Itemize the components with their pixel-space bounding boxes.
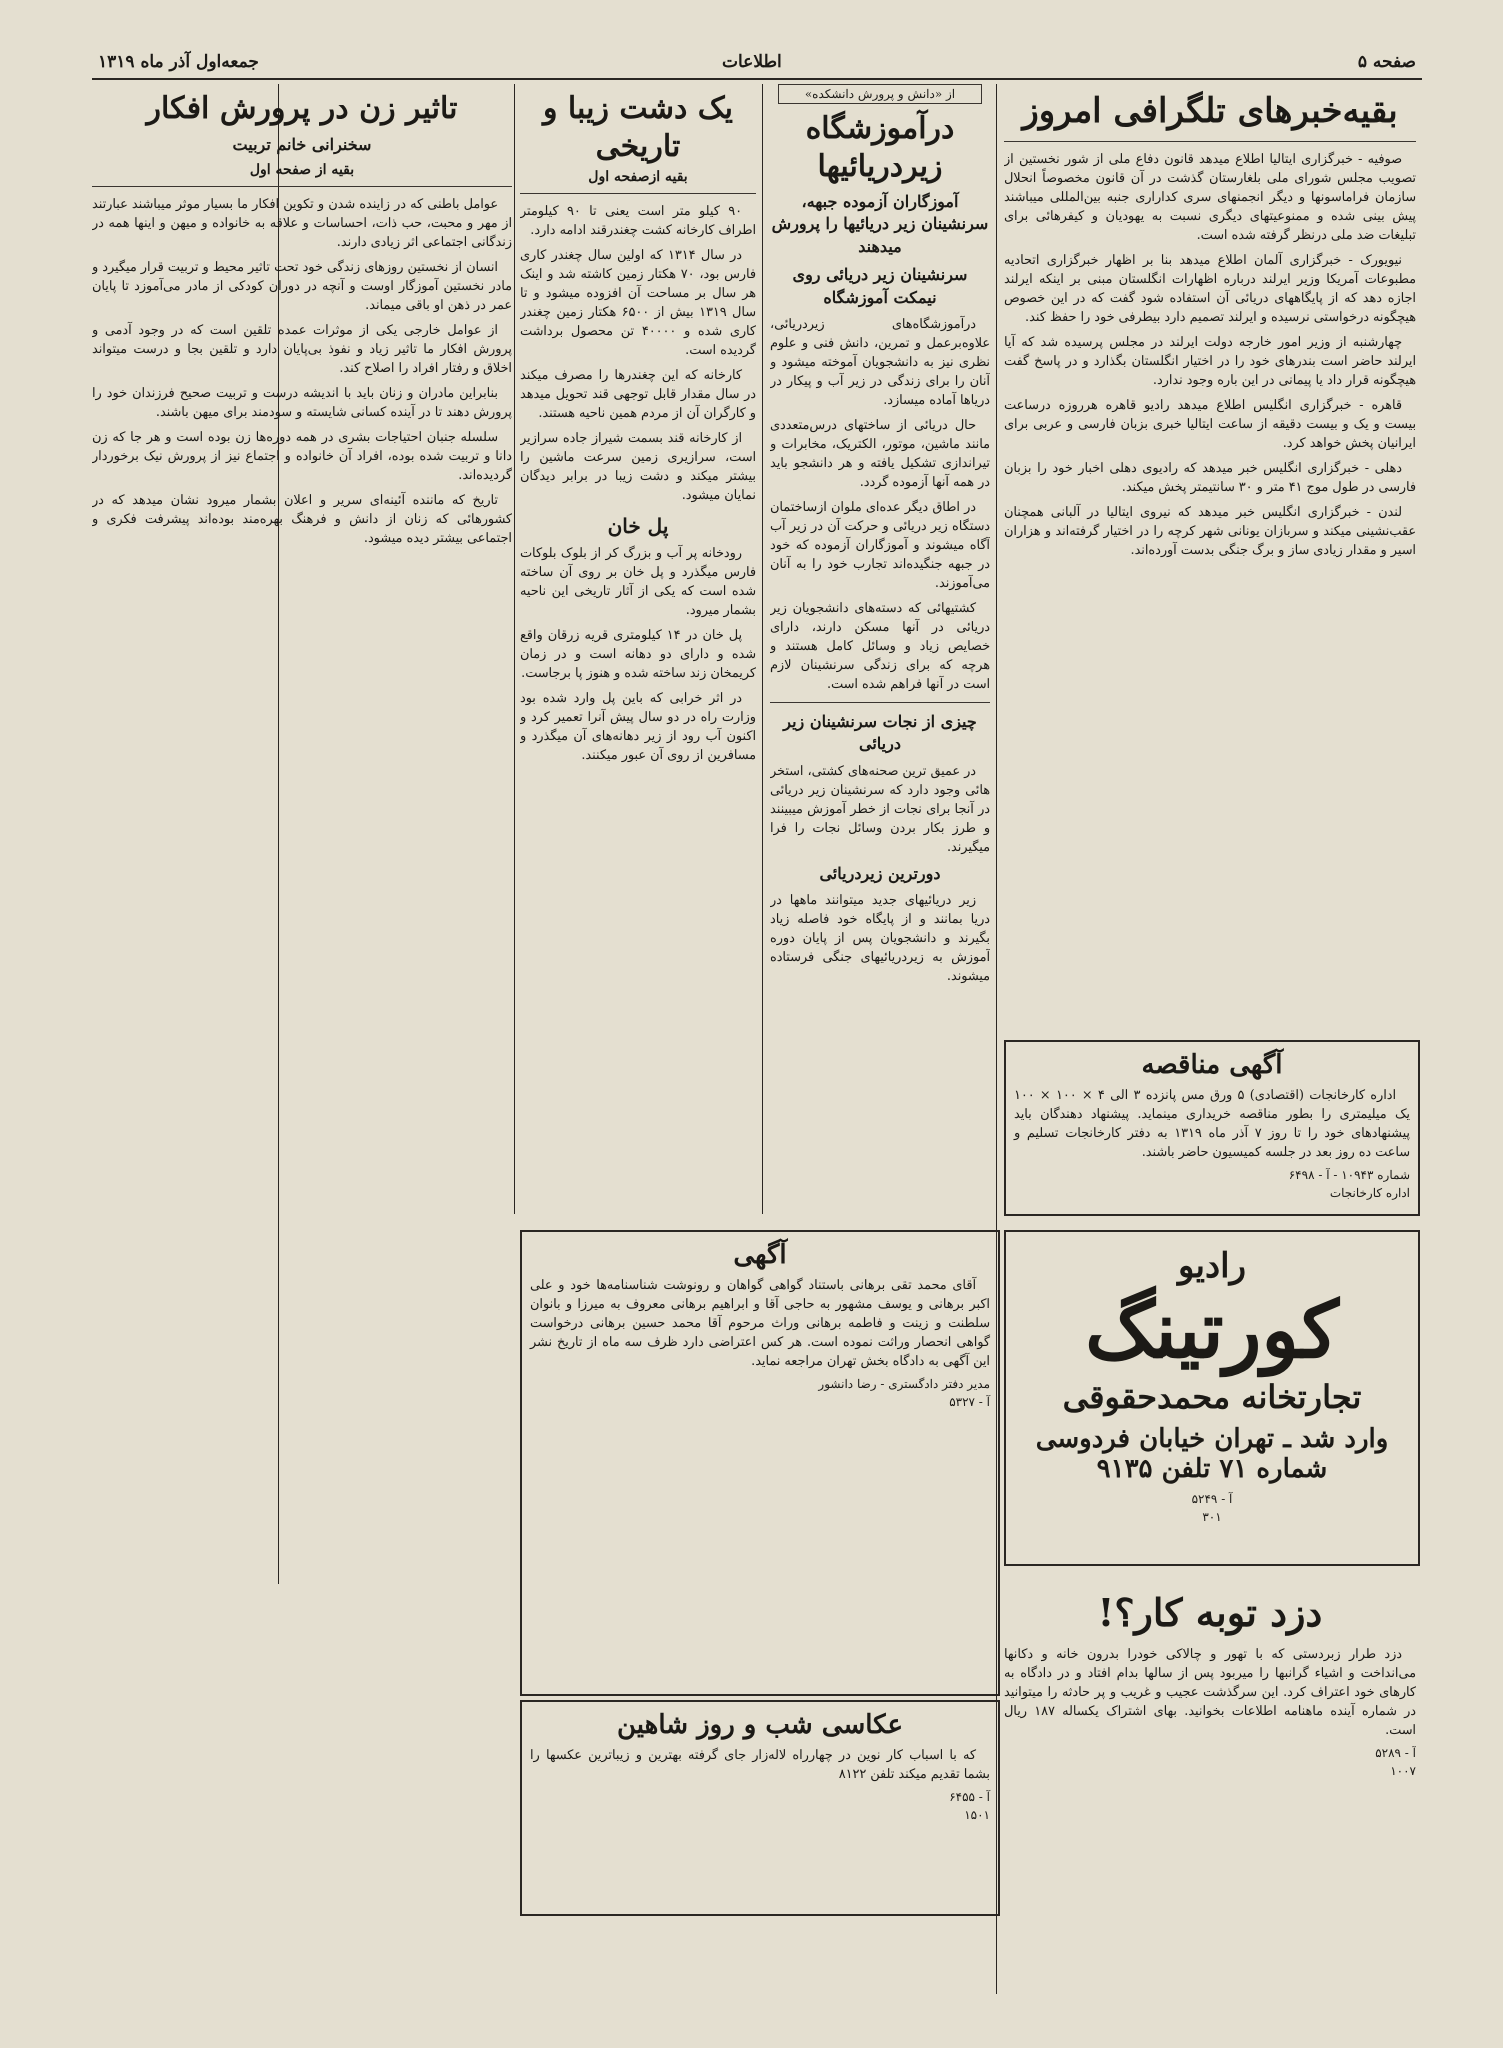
article-paragraph: زیر دریائیهای جدید میتوانند ماهها در دریا بمانند و از پایگاه خود فاصله زیاد بگیرند و دانشجویان پس از پایان دوره آموزش به زیردریائیهای جنگی فرستاده میشوند. — [770, 893, 990, 985]
article-subtitle: سخنرانی خانم تربیت — [232, 134, 372, 154]
article-paragraph: کارخانه که این چغندرها را مصرف میکند در سال مقدار قابل توجهی قند تحویل میدهد و کارگران آن از مردم همین ناحیه هستند. — [520, 368, 756, 421]
article-source: از «دانش و پرورش دانشکده» — [778, 84, 982, 104]
legal-announcement — [520, 1230, 1000, 1696]
ad-radio-word: رادیو — [1177, 1246, 1247, 1286]
article-paragraph: بنابراین مادران و زنان باید با اندیشه درست و تربیت صحیح فرزندان خود را پرورش دهند تا در آینده کسانی شایسته و سودمند برای میهن باشند. — [92, 385, 512, 420]
notice-signature: اداره کارخانجات — [1329, 1186, 1410, 1200]
ad-address: وارد شد ـ تهران خیابان فردوسی شماره ۷۱ تلفن ۹۱۳۵ — [1035, 1424, 1389, 1484]
notice-body: اداره کارخانجات (اقتصادی) ۵ ورق مس پانزده ۳ الی ۴ × ۱۰۰ × ۱۰۰ یک میلیمتری را بطور مناقصه خریداری مینماید. پیشنهاد دهندگان باید پیشنهادهای خود را تا روز ۷ آذر ماه ۱۳۱۹ به دفتر کارخانجات تسلیم و ساعت ده روز بعد در جلسه کمیسیون حاضر باشند. — [1014, 1088, 1410, 1160]
telegraph-news-column — [1004, 84, 1416, 1034]
article-paragraph: ۹۰ کیلو متر است یعنی تا ۹۰ کیلومتر اطراف کارخانه کشت چغندرقند ادامه دارد. — [520, 204, 756, 238]
divider — [520, 193, 756, 194]
article-paragraph: درآموزشگاه‌های زیردریائی، علاوه‌برعمل و تمرین، دانش فنی و علوم نظری نیز به دانشجویان آموخته میشود و آنان را برای زندگی در زیر آب و پیکار در دریاها آماده میسازد. — [770, 316, 990, 408]
article-paragraph: پل خان در ۱۴ کیلومتری قریه زرقان واقع شده و دارای دو دهانه است و در زمان کریمخان زند ساخته شده و هنوز پا برجاست. — [520, 628, 756, 681]
ad-brand-name: کورتینگ — [1085, 1285, 1339, 1376]
radio-advertisement — [1004, 1230, 1420, 1566]
continued-note: بقیه ازصفحه اول — [588, 169, 688, 185]
women-influence-article — [92, 84, 512, 1984]
news-paragraph: لندن - خبرگزاری انگلیس خبر میدهد که نیروی ایتالیا در آلبانی همچنان عقب‌نشینی میکند و سربازان یونانی شهر کرچه را در اختیار گرفته‌اند و هزاران اسیر و مقدار زیادی ساز و برگ جنگی بدست آورده‌اند. — [1004, 504, 1416, 558]
article-paragraph: تاریخ که ماننده آئینه‌ای سریر و اعلان بشمار میرود نشان میدهد که در کشورهائی که زنان از دانش و فرهنگ بهره‌مند بوده‌اند پیشرفت فکری و اجتماعی بیشتر دیده میشود. — [92, 492, 512, 546]
article-subhead: پل خان — [607, 514, 669, 538]
notice-code: شماره ۱۰۹۴۳ - آ - ۶۴۹۸ — [1288, 1168, 1410, 1182]
thief-story-promo — [1004, 1580, 1416, 2000]
page-number: صفحه ۵ — [1357, 52, 1416, 72]
article-paragraph: در سال ۱۳۱۴ که اولین سال چغندر کاری فارس بود، ۷۰ هکتار زمین کاشته شد و اینک هر سال بر مساحت آن افزوده میشود و تا سال ۱۳۱۹ بیش از ۶۵۰۰ هکتار زمین چغندر کاری شده و ۴۰۰۰۰ تن محصول برداشت گردیده است. — [520, 248, 756, 358]
announcement-body: آقای محمد تقی برهانی باستناد گواهی گواهان و رونوشت شناسنامه‌ها خود و علی اکبر برهانی و یوسف مشهور به حاجی آقا و ابراهیم برهانی معروف به میرزا و بانوان سلطنت و زینت و فاطمه برهانی وراث مرحوم آقا محمد حسین برهانی درخواست گواهی انحصار وراثت نموده است. هر کس اعتراضی دارد ظرف سه ماه از تاریخ نشر این آگهی به دادگاه بخش تهران مراجعه نماید. — [530, 1278, 990, 1369]
ad-code-2: ۳۰۱ — [1202, 1510, 1222, 1524]
article-paragraph: از کارخانه قند بسمت شیراز جاده سرازیر است، سرازیری زمین سرعت ماشین را بیشتر میکند و دشت زیبا در برابر دیدگان نمایان میشود. — [520, 431, 756, 503]
promo-body: دزد طرار زبردستی که با تهور و چالاکی خودرا بدرون خانه و دکانها می‌انداخت و اشیاء گرانبها را میربود پس از سالها بدام افتاد و در دادگاه به کارهای خود اعتراف کرد. این سرگذشت عجیب و غریب و پر حادثه را میتوانید در شماره آینده ماهنامه اطلاعات بخوانید. بهای اشتراک یکساله ۱۸۷ ریال است. — [1004, 1647, 1416, 1738]
photo-studio-ad — [520, 1700, 1000, 1916]
promo-title: دزد توبه کار؟! — [1097, 1590, 1323, 1635]
article-title: درآموزشگاه زیردریائیها — [805, 111, 955, 184]
announcement-title: آگهی — [733, 1240, 787, 1270]
issue-date: جمعه‌اول آذر ماه ۱۳۱۹ — [98, 52, 259, 72]
announcement-signer: مدیر دفتر دادگستری - رضا دانشور — [818, 1377, 990, 1391]
news-paragraph: صوفیه - خبرگزاری ایتالیا اطلاع میدهد قانون دفاع ملی از شور نخستین از تصویب مجلس شورای ملی بلغارستان گذشت در آن قانون مخصوصاً انحلال سازمان فراماسونها و دیگر انجمنهای سری کداراری جنبه بین‌المللی میباشند پیش بینی شده و ممنوعیتهای دیگری نسبت به یهودیان و کیفرهائی برای تبلیغات ضد ملی درنظر گرفته شده است. — [1004, 151, 1416, 243]
promo-code-2: ۱۰۰۷ — [1390, 1764, 1416, 1778]
news-paragraph: دهلی - خبرگزاری انگلیس خبر میدهد که رادیوی دهلی اخبار خود را بزبان فارسی در طول موج ۴۱ متر و ۳۰ سانتیمتر پخش میکند. — [1004, 460, 1416, 495]
beautiful-plain-column — [520, 84, 756, 1214]
divider — [1004, 141, 1416, 142]
article-subtitle: آموزگاران آزموده جبهه، سرنشینان زیر دریائیها را پرورش میدهند — [771, 192, 989, 256]
divider — [770, 702, 990, 703]
article-paragraph: حال دریائی از ساختهای درس‌متعددی مانند ماشین، موتور، الکتریک، مخابرات و تیراندازی تشکیل یافته و هر دانشجو باید در همه آنها آزموده گردد. — [770, 417, 990, 490]
article-paragraph: انسان از نخستین روزهای زندگی خود تحت تاثیر محیط و تربیت قرار میگیرد و مادر نخستین آموزگار اوست و آنچه در دوران کودکی از مادر می‌آموزد تا پایان عمر در ذهن او باقی میماند. — [92, 259, 512, 313]
article-paragraph: در عمیق ترین صحنه‌های کشتی، استخر هائی وجود دارد که سرنشینان زیر دریائی در آنجا برای نجات از خطر آموزش میبینند و طرز بکار بردن وسائل نجات را فرا میگیرند. — [770, 763, 990, 855]
column-rule — [514, 84, 515, 1214]
column-rule — [762, 84, 763, 1214]
divider — [92, 186, 512, 187]
announcement-code: آ - ۵۳۲۷ — [949, 1395, 990, 1409]
news-paragraph: چهارشنبه از وزیر امور خارجه دولت ایرلند در مجلس پرسیده شد که آیا ایرلند حاضر است بندرهای خود را در اختیار انگلستان بگذارد و در پاسخ گفت هیچگونه قرار داد یا پیمانی در این باره وجود ندارد. — [1004, 334, 1416, 388]
article-paragraph: رودخانه پر آب و بزرگ کر از بلوک بلوکات فارس میگذرد و پل خان بر روی آن ساخته شده است که یکی از آثار تاریخی این ناحیه بشمار میرود. — [520, 546, 756, 618]
continued-note: بقیه از صفحه اول — [249, 161, 355, 178]
article-paragraph: کشتیهائی که دسته‌های دانشجویان زیر دریائی در آنها مسکن دارند، دارای خصایص زیاد و وسائل کامل هستند و هرچه که برای زندگی سرنشینان لازم است در آنها فراهم شده است. — [770, 600, 990, 692]
promo-code: آ - ۵۲۸۹ — [1375, 1746, 1416, 1760]
news-paragraph: قاهره - خبرگزاری انگلیس اطلاع میدهد رادیو قاهره هرروزه درساعت بیست و یک و بیست دقیقه از ساعت ایتالیا خبری بزبان فارسی و عربی برای ایرانیان پخش خواهد کرد. — [1004, 397, 1416, 451]
article-title: بقیه‌خبرهای تلگرافی امروز — [1022, 91, 1398, 131]
article-subhead: سرنشینان زیر دریائی روی نیمکت آموزشگاه — [792, 265, 968, 307]
article-paragraph: سلسله جنبان احتیاجات بشری در همه دوره‌ها زن بوده است و هر جا که زن دانا و تربیت شده بوده، افراد آن خانواده و اجتماع نیز از پرورش نیک برخوردار گردیده‌اند. — [92, 429, 512, 483]
submarine-school-column — [770, 84, 990, 1214]
article-paragraph: در اثر خرابی که باین پل وارد شده بود وزارت راه در دو سال پیش آنرا تعمیر کرد و اکنون آب رود از زیر دهانه‌های آن میگذرد و مسافرین از روی آن عبور میکنند. — [520, 691, 756, 763]
ad-body: که با اسباب کار نوین در چهارراه لاله‌زار جای گرفته بهترین و زیباترین عکسها را بشما تقدیم میکند تلفن ۸۱۲۲ — [530, 1748, 990, 1782]
newspaper-name: اطلاعات — [722, 52, 782, 72]
article-subhead: دورترین زیردریائی — [819, 863, 941, 883]
tender-notice — [1004, 1040, 1420, 1216]
ad-code: آ - ۵۲۴۹ — [1191, 1492, 1233, 1506]
article-title: یک دشت زیبا و تاریخی — [542, 91, 733, 164]
article-paragraph: از عوامل خارجی یکی از موثرات عمده تلقین است که در وجود آدمی و پرورش افکار ما تاثیر زیاد و نفوذ بی‌پایان دارد و تلقین بجا و درست میتواند اخلاق و رفتار افراد را اصلاح کند. — [92, 322, 512, 376]
notice-title: آگهی مناقصه — [1141, 1050, 1283, 1080]
news-paragraph: نیویورک - خبرگزاری آلمان اطلاع میدهد بنا بر اظهار خبرگزاری اتحادیه مطبوعات آمریکا وزیر ایرلند درباره اظهارات انگلستان مبنی بر اینکه ایرلند اجازه دهد که از پایگاههای دریائی آن استفاده شود گفت که در این خصوص هیچگونه درخواستی نرسیده و ایرلند تصمیم دارد بیطرفی خود را حفظ کند. — [1004, 252, 1416, 325]
article-paragraph: عوامل باطنی که در زاینده شدن و تکوین افکار ما بسیار موثر میباشند عبارتند از مهر و محبت، حب ذات، احساسات و علاقه به خانواده و میهن و اینها همه در زندگانی اجتماعی اثر زیادی دارند. — [92, 196, 512, 250]
article-title: تاثیر زن در پرورش افکار — [146, 91, 458, 126]
ad-title: عکاسی شب و روز شاهین — [616, 1710, 904, 1740]
ad-code: آ - ۶۴۵۵ — [949, 1790, 990, 1804]
page-header — [92, 50, 1422, 80]
ad-shop-name: تجارتخانه محمدحقوقی — [1062, 1378, 1362, 1416]
ad-code-2: ۱۵۰۱ — [964, 1808, 990, 1822]
article-paragraph: در اطاق دیگر عده‌ای ملوان ازساختمان دستگاه زیر دریائی و حرکت آن در زیر آب آگاه میشوند و آموزگاران آزموده که خود در جبهه جنگیده‌اند تجارب خود را به آنان می‌آموزند. — [770, 499, 990, 591]
article-subhead: چیزی از نجات سرنشینان زیر دریائی — [783, 711, 977, 754]
